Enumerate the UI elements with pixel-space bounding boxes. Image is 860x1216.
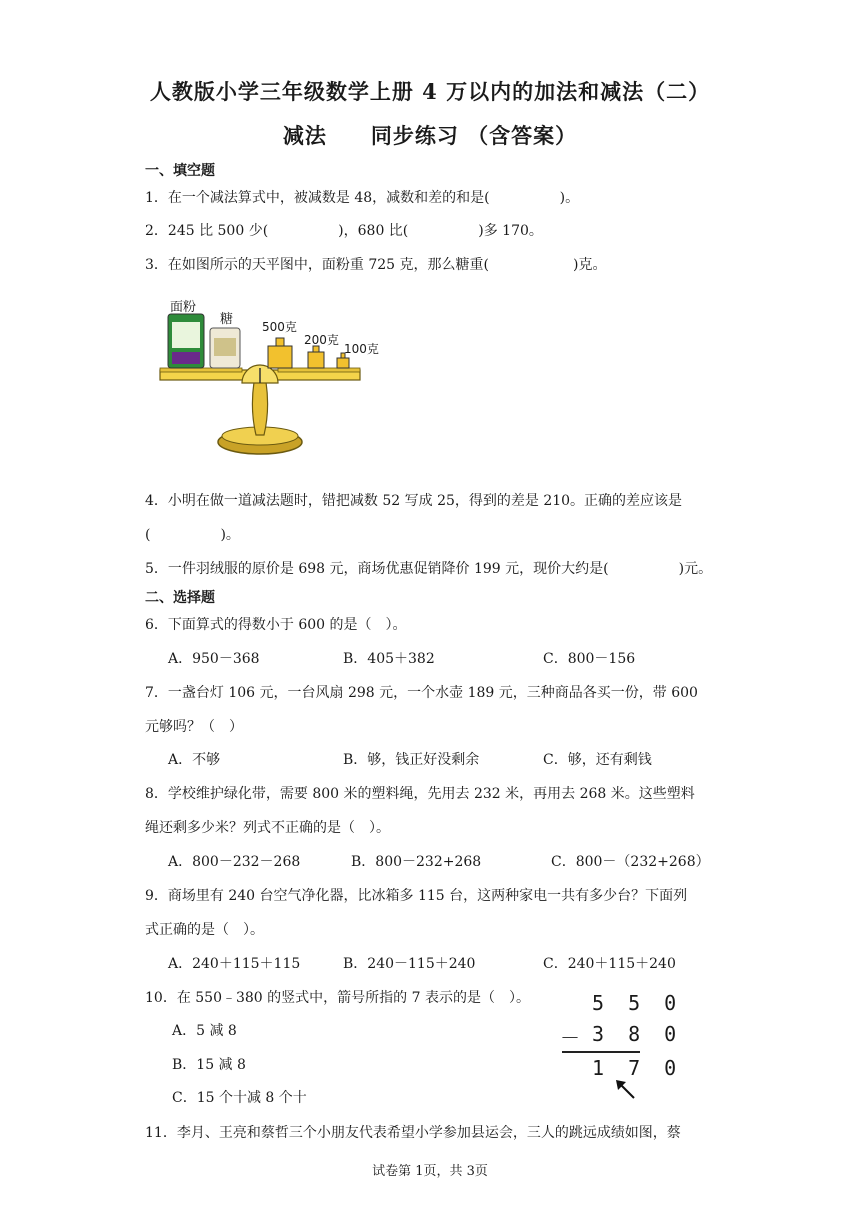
question-9-line2: 式正确的是（ ）。 <box>145 922 264 938</box>
q10-option-b: B．15 减 8 <box>172 1057 246 1073</box>
label-sugar: 糖 <box>220 312 234 327</box>
q6-option-b: B．405＋382 <box>343 651 435 667</box>
question-7-line1: 7．一盏台灯 106 元，一台风扇 298 元，一个水壶 189 元，三种商品各买一份，带 600 <box>145 685 698 701</box>
vertical-subtrahend: 3 8 0 <box>592 1022 683 1046</box>
vertical-minus-sign: － <box>560 1026 580 1050</box>
q8-option-b: B．800－232+268 <box>351 854 482 870</box>
balance-scale-figure <box>150 290 400 460</box>
vertical-minuend: 5 5 0 <box>592 991 683 1015</box>
question-2: 2．245 比 500 少( )，680 比( )多 170。 <box>145 223 543 239</box>
pointer-arrow-icon <box>612 1078 642 1102</box>
question-3: 3．在如图所示的天平图中，面粉重 725 克，那么糖重( )克。 <box>145 257 607 273</box>
question-6: 6．下面算式的得数小于 600 的是（ ）。 <box>145 617 407 633</box>
question-5: 5．一件羽绒服的原价是 698 元，商场优惠促销降价 199 元，现价大约是( )元。 <box>145 561 713 577</box>
question-7-line2: 元够吗？（ ） <box>145 719 243 735</box>
q7-option-c: C．够，还有剩钱 <box>543 752 652 768</box>
label-flour: 面粉 <box>170 300 197 315</box>
q9-option-a: A．240＋115＋115 <box>168 956 301 972</box>
section-heading-multiple-choice: 二、选择题 <box>145 590 215 606</box>
question-4-line2: ( )。 <box>145 527 240 543</box>
q6-option-a: A．950－368 <box>168 651 260 667</box>
q7-option-a: A．不够 <box>168 752 221 768</box>
question-11-line1: 11．李月、王亮和蔡哲三个小朋友代表希望小学参加县运会，三人的跳远成绩如图，蔡 <box>145 1125 681 1141</box>
q7-option-b: B．够，钱正好没剩余 <box>343 752 480 768</box>
q10-option-a: A．5 减 8 <box>172 1023 237 1039</box>
question-10: 10．在 550﹣380 的竖式中，箭号所指的 7 表示的是（ ）。 <box>145 990 530 1006</box>
page-footer: 试卷第 1页，共 3页 <box>372 1164 488 1179</box>
balance-scale-icon <box>150 290 400 460</box>
label-weight-100: 100克 <box>344 342 379 356</box>
question-4-line1: 4．小明在做一道减法题时，错把减数 52 写成 25，得到的差是 210。正确的差应该是 <box>145 493 683 509</box>
question-8-line2: 绳还剩多少米？列式不正确的是（ ）。 <box>145 820 390 836</box>
q8-option-c: C．800－（232+268） <box>551 854 710 870</box>
page-title: 人教版小学三年级数学上册 4 万以内的加法和减法（二） <box>149 79 711 104</box>
q8-option-a: A．800－232－268 <box>168 854 301 870</box>
q6-option-c: C．800－156 <box>543 651 636 667</box>
vertical-difference: 1 7 0 <box>592 1056 683 1080</box>
question-9-line1: 9．商场里有 240 台空气净化器，比冰箱多 115 台，这两种家电一共有多少台？下面列 <box>145 888 688 904</box>
question-8-line1: 8．学校维护绿化带，需要 800 米的塑料绳，先用去 232 米，再用去 268 米。这些塑料 <box>145 786 695 802</box>
q10-option-c: C．15 个十减 8 个十 <box>172 1090 307 1106</box>
page-subtitle: 减法 同步练习 （含答案） <box>282 123 578 148</box>
vertical-divider-line <box>562 1051 640 1053</box>
label-weight-200: 200克 <box>304 333 339 347</box>
section-heading-fill-blank: 一、填空题 <box>145 163 215 179</box>
label-weight-500: 500克 <box>262 320 297 334</box>
q9-option-b: B．240－115＋240 <box>343 956 476 972</box>
q9-option-c: C．240＋115＋240 <box>543 956 676 972</box>
question-1: 1．在一个减法算式中，被减数是 48，减数和差的和是( )。 <box>145 190 580 206</box>
